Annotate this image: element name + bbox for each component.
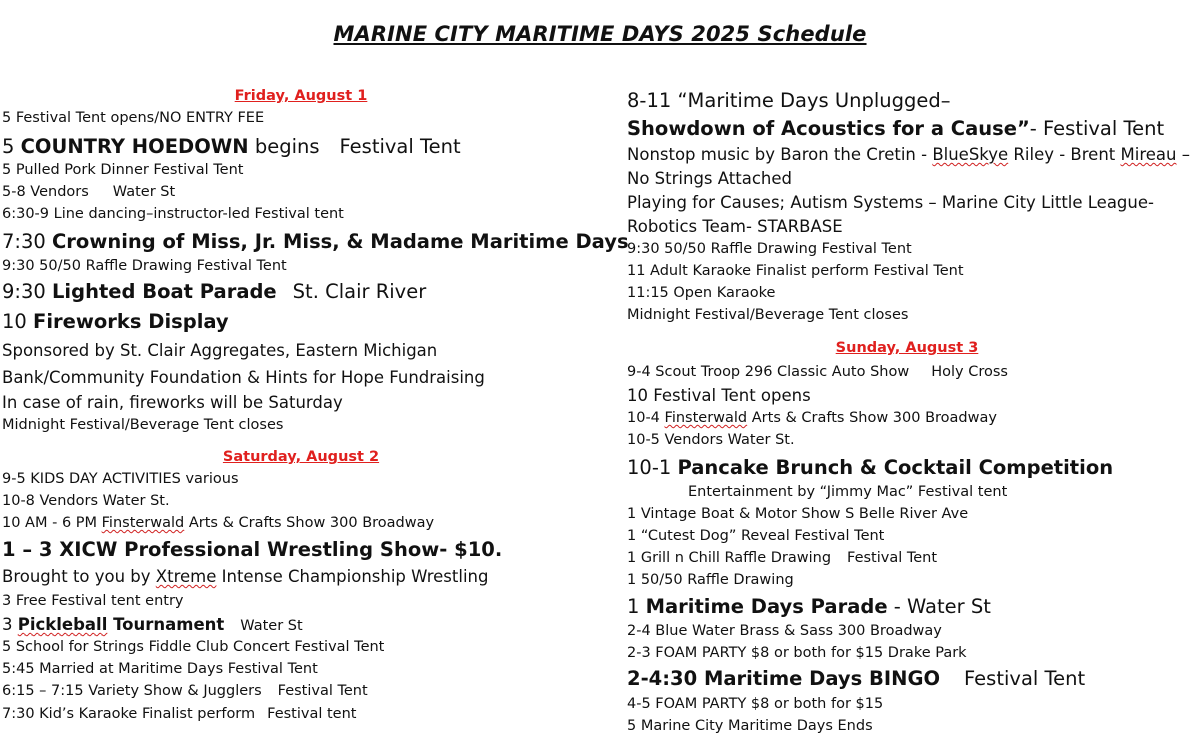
- event-time: 10-1: [627, 456, 678, 479]
- event-text: 7:30 Kid’s Karaoke Finalist perform: [2, 706, 256, 722]
- sunday-item: [627, 410, 997, 426]
- event-location: St. Clair River: [292, 280, 427, 303]
- event-title: Tournament: [107, 615, 225, 634]
- saturday-item: [2, 683, 368, 699]
- saturday-item: Playing for Causes; Autism Systems – Marine City Little League-: [627, 193, 1154, 212]
- sunday-item: 1 50/50 Raffle Drawing: [627, 572, 794, 588]
- event-text: Intense Championship Wrestling: [216, 567, 489, 586]
- event-time: 10: [2, 310, 34, 333]
- saturday-item: 11 Adult Karaoke Finalist perform Festival Tent: [627, 263, 964, 279]
- saturday-item: [627, 117, 1164, 140]
- saturday-heading: Saturday, August 2: [222, 449, 380, 465]
- event-location: - Water St: [887, 595, 991, 618]
- event-title: Maritime Days Parade: [645, 595, 888, 618]
- sunday-item: 2-4 Blue Water Brass & Sass 300 Broadway: [627, 623, 942, 639]
- saturday-item: 11:15 Open Karaoke: [627, 285, 776, 301]
- event-text: Finsterwald: [101, 515, 185, 531]
- friday-item: 5 Pulled Pork Dinner Festival Tent: [2, 162, 244, 178]
- friday-item: [2, 310, 229, 333]
- event-title: Crowning of Miss, Jr. Miss, & Madame Maritime Days: [52, 230, 629, 253]
- event-location: Festival tent: [267, 706, 357, 722]
- sunday-item: 1 “Cutest Dog” Reveal Festival Tent: [627, 528, 885, 544]
- event-text: 9-4 Scout Troop 296 Classic Auto Show: [627, 364, 910, 380]
- page-title: MARINE CITY MARITIME DAYS 2025 Schedule: [333, 22, 867, 46]
- friday-item: 9:30 50/50 Raffle Drawing Festival Tent: [2, 258, 287, 274]
- event-location: Water St: [240, 618, 303, 634]
- saturday-item: [2, 567, 488, 586]
- friday-item: In case of rain, fireworks will be Saturday: [2, 393, 343, 412]
- event-title: COUNTRY HOEDOWN: [20, 135, 249, 158]
- event-location: Water St: [112, 184, 176, 200]
- event-time: 9:30: [2, 280, 52, 303]
- friday-heading: Friday, August 1: [234, 88, 368, 104]
- saturday-item: [2, 706, 356, 722]
- event-time: 10 AM - 6 PM: [2, 515, 102, 531]
- event-time: 8-11 “Maritime Days Unplugged–: [627, 89, 951, 112]
- event-title: Fireworks Display: [33, 310, 229, 333]
- event-title: Showdown of Acoustics for a Cause”: [627, 117, 1030, 140]
- saturday-item: 9:30 50/50 Raffle Drawing Festival Tent: [627, 241, 912, 257]
- sunday-item: [627, 550, 937, 566]
- event-text: Riley - Brent: [1008, 145, 1121, 164]
- saturday-item: [2, 515, 434, 531]
- event-text: Brought to you by: [2, 567, 156, 586]
- event-text: 1 Grill n Chill Raffle Drawing: [627, 550, 832, 566]
- sunday-item: 1 Vintage Boat & Motor Show S Belle River Ave: [627, 506, 969, 522]
- saturday-item: Midnight Festival/Beverage Tent closes: [627, 307, 909, 323]
- event-time: 1: [627, 595, 646, 618]
- friday-item: Sponsored by St. Clair Aggregates, Eastern Michigan: [2, 341, 438, 360]
- event-time: 3: [2, 615, 18, 634]
- event-location: - Festival Tent: [1029, 117, 1165, 140]
- saturday-item: [627, 89, 951, 112]
- saturday-item: [627, 145, 1190, 164]
- saturday-item: [2, 615, 303, 634]
- event-title: Pancake Brunch & Cocktail Competition: [677, 456, 1114, 479]
- sunday-item: [627, 667, 1085, 690]
- friday-item: Midnight Festival/Beverage Tent closes: [2, 417, 284, 433]
- event-title: Lighted Boat Parade: [52, 280, 277, 303]
- friday-item: [2, 135, 461, 158]
- sunday-heading: Sunday, August 3: [835, 340, 979, 356]
- event-text: Finsterwald: [664, 410, 748, 426]
- event-text: 5-8 Vendors: [2, 184, 89, 200]
- event-text: –: [1176, 145, 1190, 164]
- event-location: Festival Tent: [964, 667, 1086, 690]
- saturday-item: 5 School for Strings Fiddle Club Concert Festival Tent: [2, 639, 385, 655]
- friday-item: [2, 280, 426, 303]
- event-location: Festival Tent: [277, 683, 368, 699]
- event-text: begins: [248, 135, 320, 158]
- sunday-item: 2-3 FOAM PARTY $8 or both for $15 Drake Park: [627, 645, 967, 661]
- sunday-item: 4-5 FOAM PARTY $8 or both for $15: [627, 696, 884, 712]
- sunday-item: 10-5 Vendors Water St.: [627, 432, 795, 448]
- event-text: Arts & Crafts Show 300 Broadway: [184, 515, 435, 531]
- friday-item: 5 Festival Tent opens/NO ENTRY FEE: [2, 110, 265, 126]
- friday-item: 6:30-9 Line dancing–instructor-led Festival tent: [2, 206, 344, 222]
- event-title: Pickleball: [17, 615, 108, 634]
- sunday-item: [627, 456, 1113, 479]
- event-text: Arts & Crafts Show 300 Broadway: [747, 410, 997, 426]
- sunday-item: 5 Marine City Maritime Days Ends: [627, 718, 873, 734]
- friday-item: Bank/Community Foundation & Hints for Hope Fundraising: [2, 368, 485, 387]
- event-location: Festival Tent: [847, 550, 938, 566]
- saturday-item: 5:45 Married at Maritime Days Festival Tent: [2, 661, 318, 677]
- saturday-item: 3 Free Festival tent entry: [2, 593, 184, 609]
- friday-item: [2, 184, 175, 200]
- event-time: 7:30: [2, 230, 52, 253]
- event-time: 10-4: [627, 410, 665, 426]
- sunday-item: [627, 595, 991, 618]
- event-text: Mireau: [1120, 145, 1177, 164]
- sunday-item: [627, 364, 1008, 380]
- event-title: 2-4:30 Maritime Days BINGO: [627, 667, 941, 690]
- saturday-item: Robotics Team- STARBASE: [627, 217, 843, 236]
- saturday-item: 9-5 KIDS DAY ACTIVITIES various: [2, 471, 239, 487]
- sunday-item: Entertainment by “Jimmy Mac” Festival tent: [688, 484, 1008, 500]
- event-location: Festival Tent: [339, 135, 461, 158]
- saturday-item: No Strings Attached: [627, 169, 792, 188]
- friday-item: [2, 230, 629, 253]
- event-text: 6:15 – 7:15 Variety Show & Jugglers: [2, 683, 262, 699]
- sunday-item: 10 Festival Tent opens: [627, 386, 811, 405]
- saturday-item: 1 – 3 XICW Professional Wrestling Show- $10.: [2, 538, 503, 561]
- event-time: 5: [2, 135, 21, 158]
- event-text: Xtreme: [155, 567, 217, 586]
- saturday-item: 10-8 Vendors Water St.: [2, 493, 170, 509]
- event-location: Holy Cross: [931, 364, 1008, 380]
- event-text: BlueSkye: [932, 145, 1009, 164]
- event-text: Nonstop music by Baron the Cretin -: [627, 145, 933, 164]
